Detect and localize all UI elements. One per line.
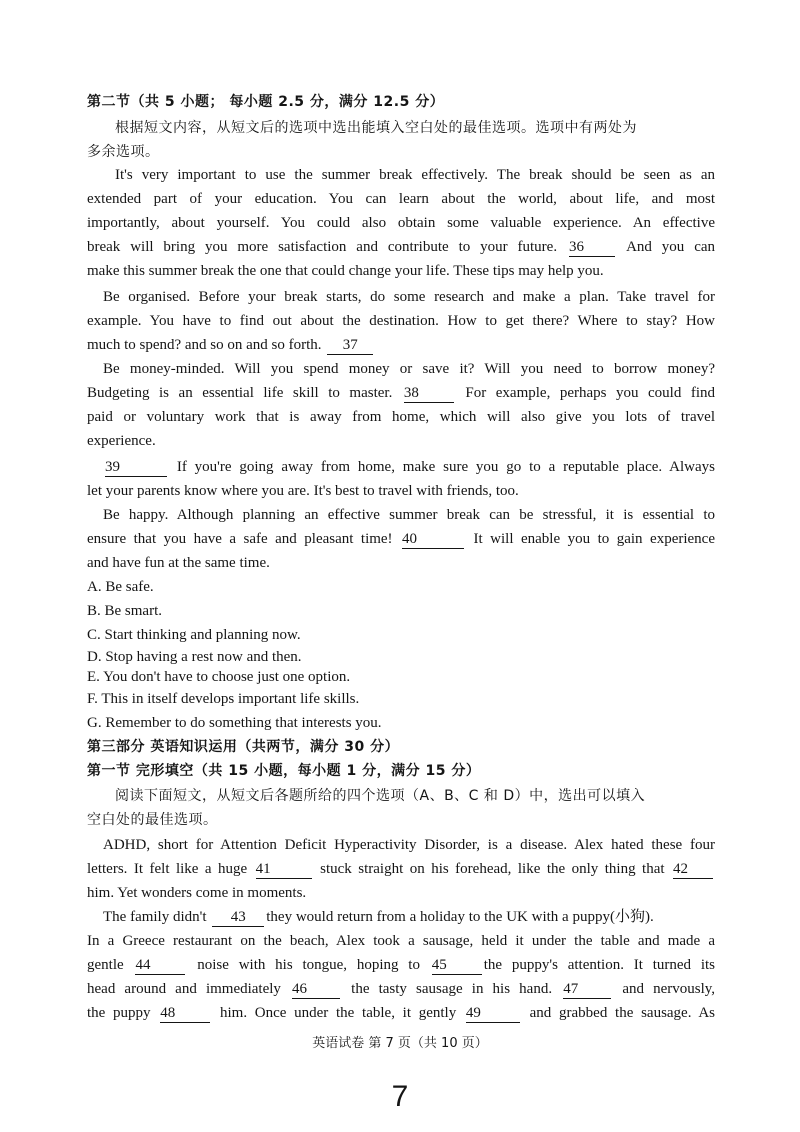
option-item: A. Be safe. xyxy=(87,579,154,595)
blank-36: 36 xyxy=(569,239,615,257)
passage-text: and nervously, xyxy=(622,981,716,997)
passage-text: they would return from a holiday to the UK with a puppy(小狗). xyxy=(266,909,654,925)
passage-text: And you can xyxy=(626,239,716,255)
passage-line xyxy=(87,335,715,355)
passage-text: Budgeting is an essential life skill to master. xyxy=(87,385,393,401)
option-item: D. Stop having a rest now and then. xyxy=(87,649,302,665)
option-item: G. Remember to do something that interests you. xyxy=(87,715,382,731)
option-item: B. Be smart. xyxy=(87,603,162,619)
blank-40: 40 xyxy=(402,531,464,549)
passage-line: Be organised. Before your break starts, do some research and make a plan. Take travel for xyxy=(103,289,715,305)
blank-41: 41 xyxy=(256,861,312,879)
passage-line xyxy=(87,237,715,257)
passage-line: In a Greece restaurant on the beach, Alex took a sausage, held it under the table and made a xyxy=(87,933,715,949)
passage-text: and grabbed the sausage. As xyxy=(529,1005,716,1021)
passage-text: It will enable you to gain experience xyxy=(473,531,715,547)
passage-line: make this summer break the one that could change your life. These tips may help you. xyxy=(87,263,604,279)
page-footer: 英语试卷 第 7 页（共 10 页） xyxy=(312,1036,488,1051)
section1-heading: 第一节 完形填空（共 15 小题，每小题 1 分，满分 15 分） xyxy=(87,763,481,779)
passage-text: break will bring you more satisfaction and contribute to your future. xyxy=(87,239,558,255)
blank-43: 43 xyxy=(212,909,264,927)
blank-37: 37 xyxy=(327,337,373,355)
passage-text: For example, perhaps you could find xyxy=(465,385,716,401)
passage-line: importantly, about yourself. You could also obtain some valuable experience. An effective xyxy=(87,215,715,231)
option-item: E. You don't have to choose just one option. xyxy=(87,669,351,685)
blank-48: 48 xyxy=(160,1005,210,1023)
passage-text: The family didn't xyxy=(103,909,207,925)
blank-49: 49 xyxy=(466,1005,520,1023)
blank-39: 39 xyxy=(105,459,167,477)
instructions-line-2: 空白处的最佳选项。 xyxy=(87,812,218,828)
passage-text: the tasty sausage in his hand. xyxy=(351,981,553,997)
passage-text: ensure that you have a safe and pleasant time! xyxy=(87,531,393,547)
blank-47: 47 xyxy=(563,981,611,999)
passage-line xyxy=(87,859,715,879)
part3-heading: 第三部分 英语知识运用（共两节，满分 30 分） xyxy=(87,739,400,755)
passage-text: noise with his tongue, hoping to xyxy=(197,957,420,973)
passage-line xyxy=(87,955,715,975)
blank-42: 42 xyxy=(673,861,713,879)
blank-38: 38 xyxy=(404,385,454,403)
instructions-line-2: 多余选项。 xyxy=(87,144,160,160)
passage-text: If you're going away from home, make sure you go to a reputable place. Always xyxy=(176,459,715,475)
passage-text: the puppy xyxy=(87,1005,151,1021)
blank-46: 46 xyxy=(292,981,340,999)
passage-line: and have fun at the same time. xyxy=(87,555,270,571)
passage-text: much to spend? and so on and so forth. xyxy=(87,337,322,353)
section2-heading: 第二节（共 5 小题； 每小题 2.5 分，满分 12.5 分） xyxy=(87,94,445,110)
passage-text: the puppy's attention. It turned its xyxy=(483,957,715,973)
passage-line: paid or voluntary work that is away from home, which will also give you lots of travel xyxy=(87,409,715,425)
passage-line xyxy=(87,529,715,549)
passage-text: him. Once under the table, it gently xyxy=(219,1005,457,1021)
passage-text: gentle xyxy=(87,957,124,973)
passage-line: example. You have to find out about the destination. How to get there? Where to stay? How xyxy=(87,313,715,329)
passage-text: head around and immediately xyxy=(87,981,281,997)
passage-line: Be happy. Although planning an effective summer break can be stressful, it is essential to xyxy=(103,507,715,523)
passage-line: It's very important to use the summer break effectively. The break should be seen as an xyxy=(115,167,715,183)
passage-line xyxy=(87,383,715,403)
option-item: F. This in itself develops important life skills. xyxy=(87,691,360,707)
instructions-line-1: 阅读下面短文，从短文后各题所给的四个选项（A、B、C 和 D）中，选出可以填入 xyxy=(115,788,646,804)
option-item: C. Start thinking and planning now. xyxy=(87,627,301,643)
passage-line xyxy=(103,457,715,477)
blank-45: 45 xyxy=(432,957,482,975)
passage-line: ADHD, short for Attention Deficit Hyperactivity Disorder, is a disease. Alex hated these four xyxy=(103,837,715,853)
passage-line: him. Yet wonders come in moments. xyxy=(87,885,307,901)
passage-line xyxy=(87,979,715,999)
passage-line: extended part of your education. You can learn about the world, about life, and most xyxy=(87,191,715,207)
instructions-line-1: 根据短文内容，从短文后的选项中选出能填入空白处的最佳选项。选项中有两处为 xyxy=(115,120,637,136)
passage-text: letters. It felt like a huge xyxy=(87,861,248,877)
passage-line xyxy=(103,907,715,927)
passage-line xyxy=(87,1003,715,1023)
blank-44: 44 xyxy=(135,957,185,975)
page-number: 7 xyxy=(391,1080,409,1113)
passage-line: experience. xyxy=(87,433,156,449)
passage-line: let your parents know where you are. It's best to travel with friends, too. xyxy=(87,483,519,499)
passage-text: stuck straight on his forehead, like the only thing that xyxy=(320,861,665,877)
passage-line: Be money-minded. Will you spend money or save it? Will you need to borrow money? xyxy=(103,361,715,377)
